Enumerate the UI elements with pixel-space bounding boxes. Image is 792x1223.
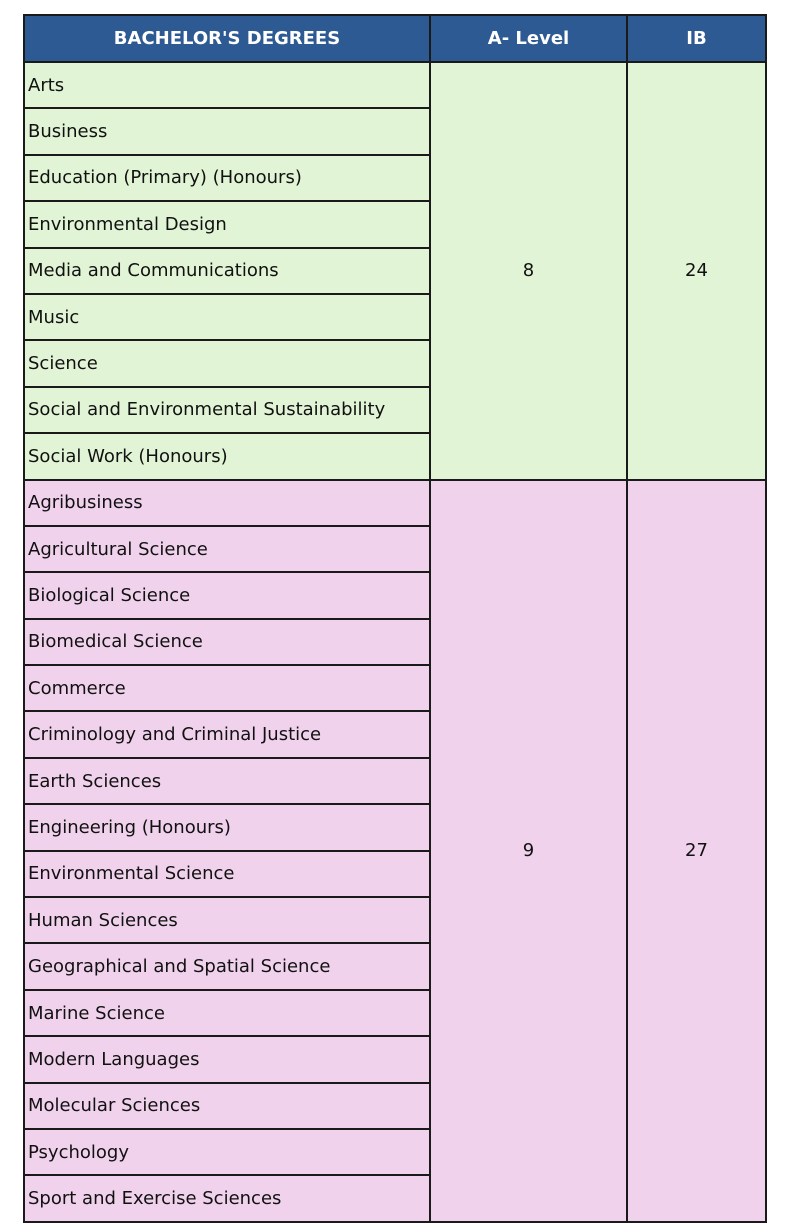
table-body [24, 62, 766, 1222]
a-level-score-cell: 8 [430, 62, 627, 480]
degree-name-cell: Sport and Exercise Sciences [24, 1175, 430, 1221]
degree-name-cell: Marine Science [24, 990, 430, 1036]
degrees-table-wrapper [23, 14, 767, 1223]
degree-name-cell: Biomedical Science [24, 619, 430, 665]
header-degrees: BACHELOR'S DEGREES [24, 15, 430, 62]
degree-name-cell: Molecular Sciences [24, 1083, 430, 1129]
a-level-score-cell: 9 [430, 480, 627, 1222]
ib-score-cell: 27 [627, 480, 766, 1222]
header-ib: IB [627, 15, 766, 62]
degree-name-cell: Modern Languages [24, 1036, 430, 1082]
table-row [24, 62, 766, 108]
ib-score-cell: 24 [627, 62, 766, 480]
degree-name-cell: Social and Environmental Sustainability [24, 387, 430, 433]
degree-name-cell: Engineering (Honours) [24, 804, 430, 850]
degree-name-cell: Commerce [24, 665, 430, 711]
degree-name-cell: Business [24, 108, 430, 154]
degree-name-cell: Criminology and Criminal Justice [24, 711, 430, 757]
degree-name-cell: Agricultural Science [24, 526, 430, 572]
degree-name-cell: Biological Science [24, 572, 430, 618]
degree-name-cell: Agribusiness [24, 480, 430, 526]
degree-name-cell: Environmental Science [24, 851, 430, 897]
degree-name-cell: Music [24, 294, 430, 340]
table-header [24, 15, 766, 62]
degree-name-cell: Media and Communications [24, 248, 430, 294]
table-row [24, 480, 766, 526]
degrees-table [23, 14, 767, 1223]
degree-name-cell: Science [24, 340, 430, 386]
degree-name-cell: Social Work (Honours) [24, 433, 430, 479]
degree-name-cell: Education (Primary) (Honours) [24, 155, 430, 201]
degree-name-cell: Human Sciences [24, 897, 430, 943]
header-row [24, 15, 766, 62]
degree-name-cell: Geographical and Spatial Science [24, 943, 430, 989]
degree-name-cell: Psychology [24, 1129, 430, 1175]
degree-name-cell: Arts [24, 62, 430, 108]
header-a-level: A- Level [430, 15, 627, 62]
degree-name-cell: Environmental Design [24, 201, 430, 247]
degree-name-cell: Earth Sciences [24, 758, 430, 804]
